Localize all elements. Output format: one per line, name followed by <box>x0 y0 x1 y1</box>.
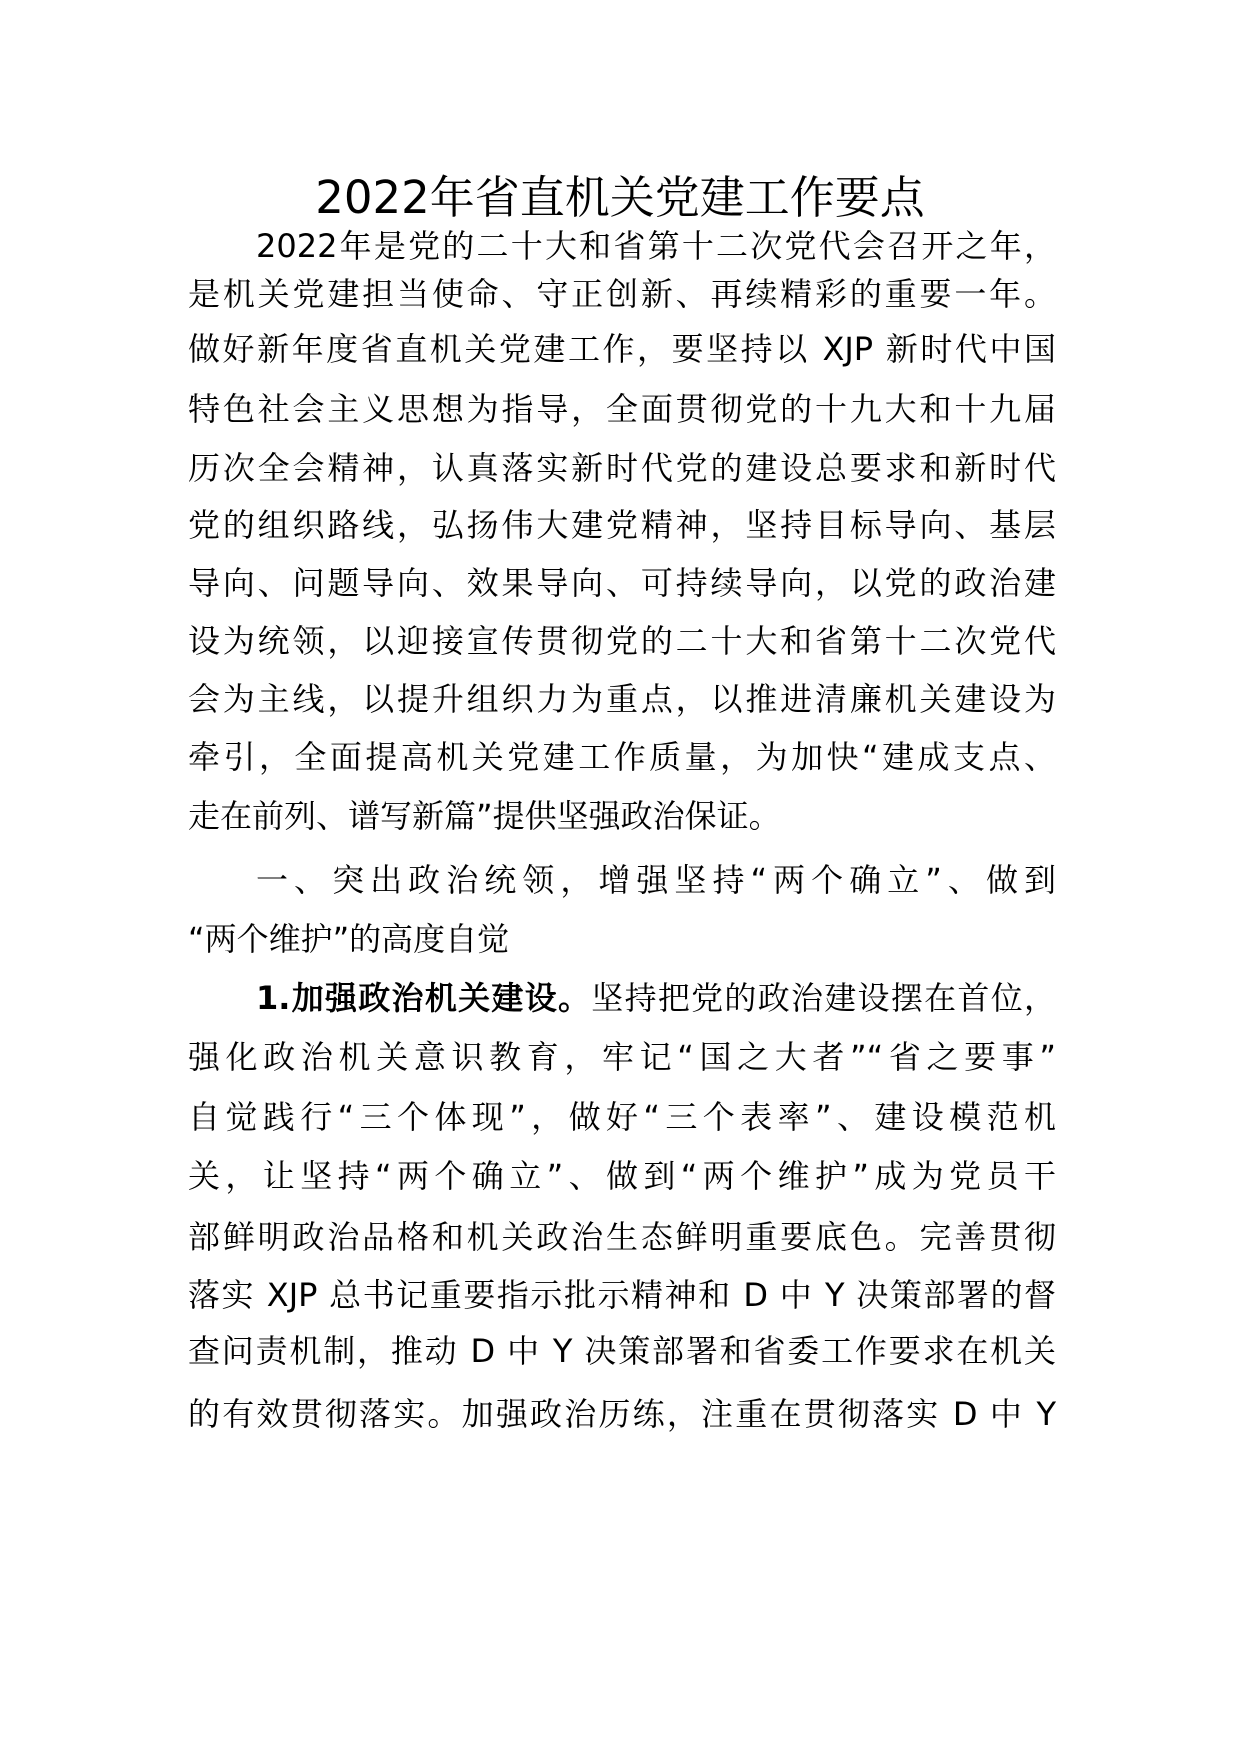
intro-line-3: 做好新年度省直机关党建工作，要坚持以 XJP 新时代中国 <box>188 330 1056 368</box>
intro-line-6: 党的组织路线，弘扬伟大建党精神，坚持目标导向、基层 <box>188 506 1056 544</box>
item1-first-line <box>256 967 1056 1029</box>
item1-line-3: 自觉践行“三个体现”，做好“三个表率”、建设模范机 <box>188 1098 1056 1136</box>
document-title: 2022年省直机关党建工作要点 <box>315 171 925 224</box>
intro-line-10: 牵引，全面提高机关党建工作质量，为加快“建成支点、 <box>188 738 1056 776</box>
item1-line-7: 查问责机制，推动 D 中 Y 决策部署和省委工作要求在机关 <box>188 1332 1056 1370</box>
intro-line-9: 会为主线，以提升组织力为重点，以推进清廉机关建设为 <box>188 680 1056 718</box>
section-heading-line-2: “两个维护”的高度自觉 <box>188 920 510 958</box>
item1-first-line-rest: 坚持把党的政治建设摆在首位， <box>591 979 1056 1017</box>
item1-line-8: 的有效贯彻落实。加强政治历练，注重在贯彻落实 D 中 Y <box>188 1395 1056 1433</box>
intro-line-11: 走在前列、谱写新篇”提供坚强政治保证。 <box>188 797 781 835</box>
intro-line-2: 是机关党建担当使命、守正创新、再续精彩的重要一年。 <box>188 275 1056 313</box>
item1-heading: 1.加强政治机关建设。 <box>256 979 592 1017</box>
intro-line-7: 导向、问题导向、效果导向、可持续导向，以党的政治建 <box>188 564 1056 602</box>
intro-line-5: 历次全会精神，认真落实新时代党的建设总要求和新时代 <box>188 449 1056 487</box>
intro-line-1: 2022年是党的二十大和省第十二次党代会召开之年， <box>256 227 1056 265</box>
item1-line-5: 部鲜明政治品格和机关政治生态鲜明重要底色。完善贯彻 <box>188 1218 1056 1256</box>
item1-line-6: 落实 XJP 总书记重要指示批示精神和 D 中 Y 决策部署的督 <box>188 1276 1056 1314</box>
item1-line-4: 关，让坚持“两个确立”、做到“两个维护”成为党员干 <box>188 1157 1056 1195</box>
item1-line-2: 强化政治机关意识教育，牢记“国之大者”“省之要事” <box>188 1038 1056 1076</box>
intro-line-4: 特色社会主义思想为指导，全面贯彻党的十九大和十九届 <box>188 390 1056 428</box>
section-heading-line-1: 一、突出政治统领，增强坚持“两个确立”、做到 <box>256 861 1056 899</box>
intro-line-8: 设为统领，以迎接宣传贯彻党的二十大和省第十二次党代 <box>188 622 1056 660</box>
